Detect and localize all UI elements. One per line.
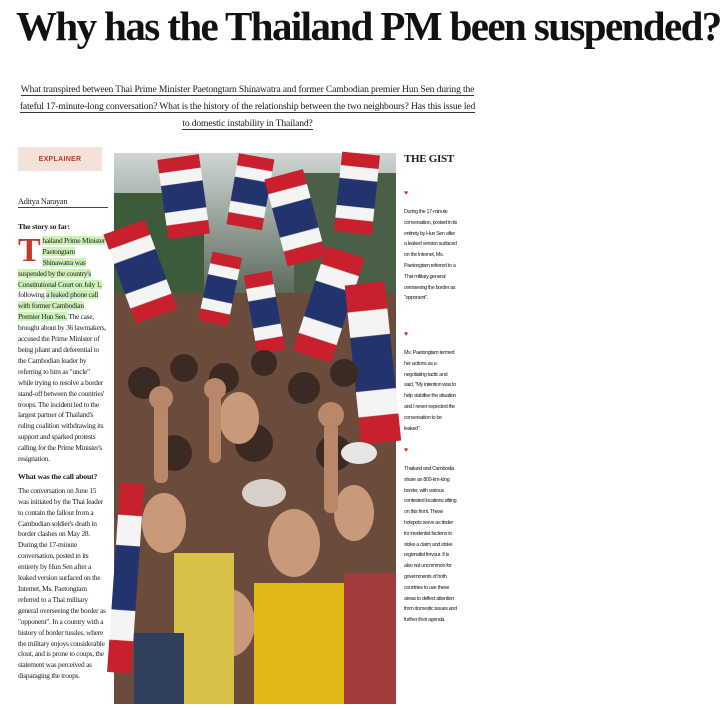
drop-cap: T [18, 231, 41, 269]
standfirst-text: What transpired between Thai Prime Minister Paetongtarn Shinawatra and former Cambodian premier Hun Sen during the fateful 17-minute-long conversation? What is the history of the relationship between the two neighbours? Has this issue led to domestic instability in Thailand? [19, 84, 476, 129]
gist-title: THE GIST [404, 153, 454, 165]
protest-photo [114, 153, 396, 704]
gist-item-3 [404, 447, 458, 626]
heart-bullet-icon: ♥ [404, 190, 408, 197]
paragraph-1-rest: The case, brought about by 36 lawmakers, accused the Prime Minister of being pliant and deferential to the Cambodian leader by referring to him as "uncle" while trying to resolve a border stand-off between the countries' troops. The incident led to the largest partner of Thailand's ruling coalition withdrawing its support and sparked protests calling for the Prime Minister's resignation. [18, 312, 106, 464]
gist-item-1-text: During the 17-minute conversation, posted in its entirety by Hun Sen after a leaked version surfaced on the Internet, Ms. Paetongtarn referred to a Thai military general overseeing the border as "opponent". [404, 209, 457, 302]
protest-crowd-illustration [114, 153, 396, 704]
gist-item-1 [404, 190, 458, 304]
heart-bullet-icon: ♥ [404, 331, 408, 338]
section-heading-call: What was the call about? [18, 471, 98, 481]
section-heading-story-so-far: The story so far: [18, 222, 70, 231]
gist-item-3-text: Thailand and Cambodia share an 800-km-long border, with various contested locations sitting on this front. These hotspots serve as tinder for irredentist factions to stoke a claim and stoke regionalist fervour. It is also not uncommon for governments of both countries to use these areas to deflect attention from domestic issues and further their agenda. [404, 466, 457, 624]
gist-item-2-text: Ms. Paetongtarn termed her actions as a negotiating tactic and said, "My intention was to help stabilise the situation and I never expected the conversation to be leaked". [404, 350, 456, 432]
paragraph-1-connector: following [18, 290, 47, 300]
standfirst [18, 81, 477, 132]
paragraph-1 [18, 231, 106, 465]
explainer-tag: EXPLAINER [18, 147, 102, 171]
highlight-suspension: hailand Prime Minister Paetongtarn Shinawatra was suspended by the country's Constitutional Court on July 1, [18, 235, 106, 289]
gist-item-2 [404, 331, 458, 434]
byline[interactable]: Aditya Narayan [18, 197, 108, 208]
headline: Why has the Thailand PM been suspended? [16, 3, 721, 49]
paragraph-2: The conversation on June 15 was initiated by the Thai leader to contain the fallout from a Cambodian soldier's death in border clashes on May 28. During the 17-minute conversation, posted in its entirety by Hun Sen after a leaked version surfaced on the Internet, Ms. Paetongtarn referred to a Thai military general overseeing the border as "opponent". In a country with a history of border tussles, where the military enjoys considerable clout, and is prone to coups, the statement was perceived as disparaging the troops. [18, 485, 106, 681]
article-body [18, 222, 106, 689]
heart-bullet-icon: ♥ [404, 447, 408, 454]
highlight-leaked-call: a leaked phone call with former Cambodian Premier Hun Sen. [18, 290, 99, 322]
